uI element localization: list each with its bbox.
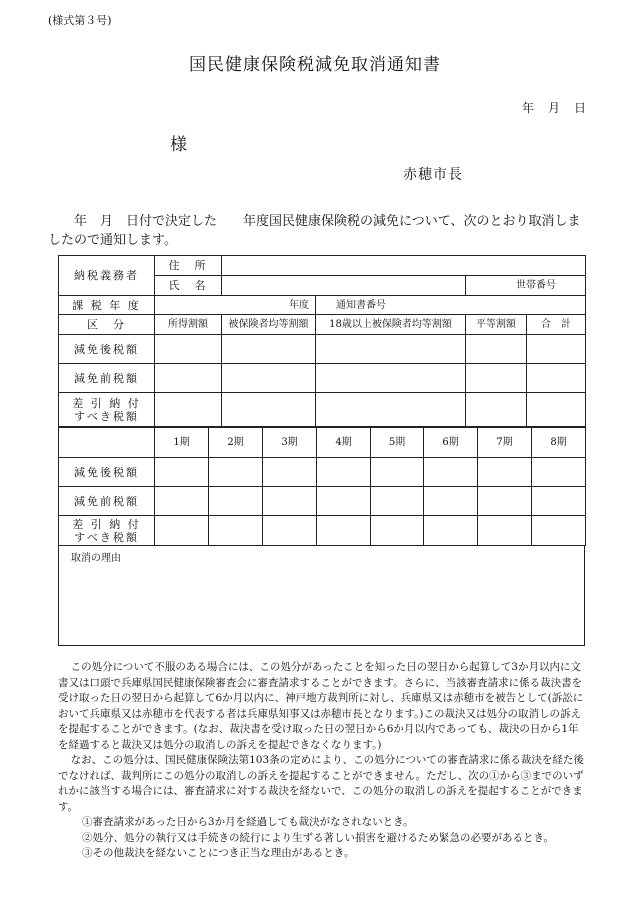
period-header: 8期	[532, 428, 586, 458]
row-label: 減免後税額	[59, 458, 155, 487]
household-number-label: 世帯番号	[466, 276, 586, 296]
table-cell[interactable]	[155, 458, 209, 487]
table-cell[interactable]	[317, 516, 371, 546]
row-label-line: 差 引 納 付	[72, 396, 141, 410]
table-cell[interactable]	[466, 335, 527, 364]
address-value[interactable]	[222, 256, 586, 276]
taxpayer-label: 納税義務者	[59, 256, 155, 296]
row-label-line: すべき税額	[74, 530, 139, 544]
tax-year-label: 課 税 年 度	[59, 296, 155, 315]
name-label: 氏 名	[155, 276, 222, 296]
form-number: (様式第３号)	[48, 14, 112, 27]
row-label	[59, 393, 155, 427]
period-header: 6期	[424, 428, 478, 458]
table-cell[interactable]	[263, 487, 317, 516]
table-cell[interactable]	[209, 458, 263, 487]
table-cell[interactable]	[532, 458, 586, 487]
table-cell[interactable]	[317, 487, 371, 516]
table-cell[interactable]	[424, 516, 478, 546]
appeal-notice	[58, 660, 588, 862]
table-cell[interactable]	[478, 487, 532, 516]
intro-text: 年 月 日付で決定した 年度国民健康保険税の減免について、次のとおり取消しましたので通知します。	[48, 214, 581, 248]
period-header: 5期	[371, 428, 424, 458]
row-label	[59, 516, 155, 546]
period-header: 1期	[155, 428, 209, 458]
table-cell[interactable]	[155, 364, 222, 393]
row-label-line: すべき税額	[74, 409, 139, 423]
column-header: 合 計	[527, 315, 586, 335]
table-cell[interactable]	[263, 516, 317, 546]
table-cell[interactable]	[222, 335, 316, 364]
division-label: 区 分	[59, 315, 155, 335]
table-cell[interactable]	[317, 458, 371, 487]
column-header: 被保険者均等割額	[222, 315, 316, 335]
installment-table	[58, 427, 586, 546]
date-day-label: 日	[574, 101, 587, 115]
table-cell[interactable]	[209, 487, 263, 516]
row-label: 減免後税額	[59, 335, 155, 364]
row-label: 減免前税額	[59, 487, 155, 516]
date-year-label: 年	[522, 101, 535, 115]
exception-item: ①審査請求があった日から3か月を経過しても裁決がなされないとき。	[82, 816, 414, 828]
period-header: 7期	[478, 428, 532, 458]
address-label: 住 所	[155, 256, 222, 276]
table-cell[interactable]	[222, 364, 316, 393]
name-value[interactable]	[222, 276, 466, 296]
table-cell[interactable]	[424, 487, 478, 516]
exception-item: ③その他裁決を経ないことにつき正当な理由があるとき。	[82, 847, 355, 859]
issuer-name: 赤穂市長	[403, 167, 463, 183]
table-cell[interactable]	[466, 364, 527, 393]
table-cell[interactable]	[316, 364, 466, 393]
row-label: 減免前税額	[59, 364, 155, 393]
table-cell[interactable]	[263, 458, 317, 487]
period-header: 4期	[317, 428, 371, 458]
table-cell[interactable]	[371, 458, 424, 487]
table-cell[interactable]	[155, 393, 222, 427]
table-cell[interactable]	[424, 458, 478, 487]
table-cell[interactable]	[316, 335, 466, 364]
date-month-label: 月	[548, 101, 561, 115]
table-cell[interactable]	[527, 364, 586, 393]
cancellation-reason-label: 取消の理由	[71, 553, 121, 564]
page-title: 国民健康保険税減免取消通知書	[189, 55, 441, 75]
blank-header	[59, 428, 155, 458]
column-header: 18歳以上被保険者均等割額	[316, 315, 466, 335]
period-header: 2期	[209, 428, 263, 458]
tax-year-unit: 年度	[155, 296, 316, 315]
appeal-paragraph: この処分について不服のある場合には、この処分があったことを知った日の翌日から起算して3か月以内に文書又は口頭で兵庫県国民健康保険審査会に審査請求することができます。さらに、当該審査請求に係る裁決書を受け取った日の翌日から起算して6か月以内に、神戸地方裁判所に対し、兵庫県又は赤穂市を被告として(訴訟において兵庫県又は赤穂市を代表する者は兵庫県知事又は赤穂市長となります。)この裁決又は処分の取消しの訴えを提起することができます。(なお、裁決書を受け取った日の翌日から6か月以内であっても、裁決の日から1年を経過すると裁決又は処分の取消しの訴えを提起できなくなります。)	[58, 661, 584, 751]
table-cell[interactable]	[371, 487, 424, 516]
notice-number-label: 通知書番号	[316, 296, 586, 315]
table-cell[interactable]	[209, 516, 263, 546]
addressee-suffix: 様	[170, 135, 187, 155]
table-cell[interactable]	[371, 516, 424, 546]
table-cell[interactable]	[155, 335, 222, 364]
tax-breakdown-table	[58, 255, 586, 427]
exception-item: ②処分、処分の執行又は手続きの続行により生ずる著しい損害を避けるため緊急の必要があるとき。	[82, 831, 555, 844]
table-cell[interactable]	[527, 393, 586, 427]
cancellation-reason-box[interactable]	[58, 545, 585, 646]
table-cell[interactable]	[478, 458, 532, 487]
table-cell[interactable]	[478, 516, 532, 546]
row-label-line: 差 引 納 付	[72, 517, 141, 531]
table-cell[interactable]	[155, 516, 209, 546]
table-cell[interactable]	[316, 393, 466, 427]
lawsuit-paragraph: なお、この処分は、国民健康保険法第103条の定めにより、この処分についての審査請求に係る裁決を経た後でなければ、裁判所にこの処分の取消しの訴えを提起することができません。ただし、次の①から③までのいずれかに該当する場合には、審査請求に対する裁決を経ないで、この処分の取消しの訴えを提起することができます。	[58, 754, 584, 813]
column-header: 所得割額	[155, 315, 222, 335]
table-cell[interactable]	[532, 516, 586, 546]
period-header: 3期	[263, 428, 317, 458]
table-cell[interactable]	[532, 487, 586, 516]
column-header: 平等割額	[466, 315, 527, 335]
date-line	[508, 99, 586, 116]
table-cell[interactable]	[466, 393, 527, 427]
table-cell[interactable]	[527, 335, 586, 364]
table-cell[interactable]	[155, 487, 209, 516]
table-cell[interactable]	[222, 393, 316, 427]
